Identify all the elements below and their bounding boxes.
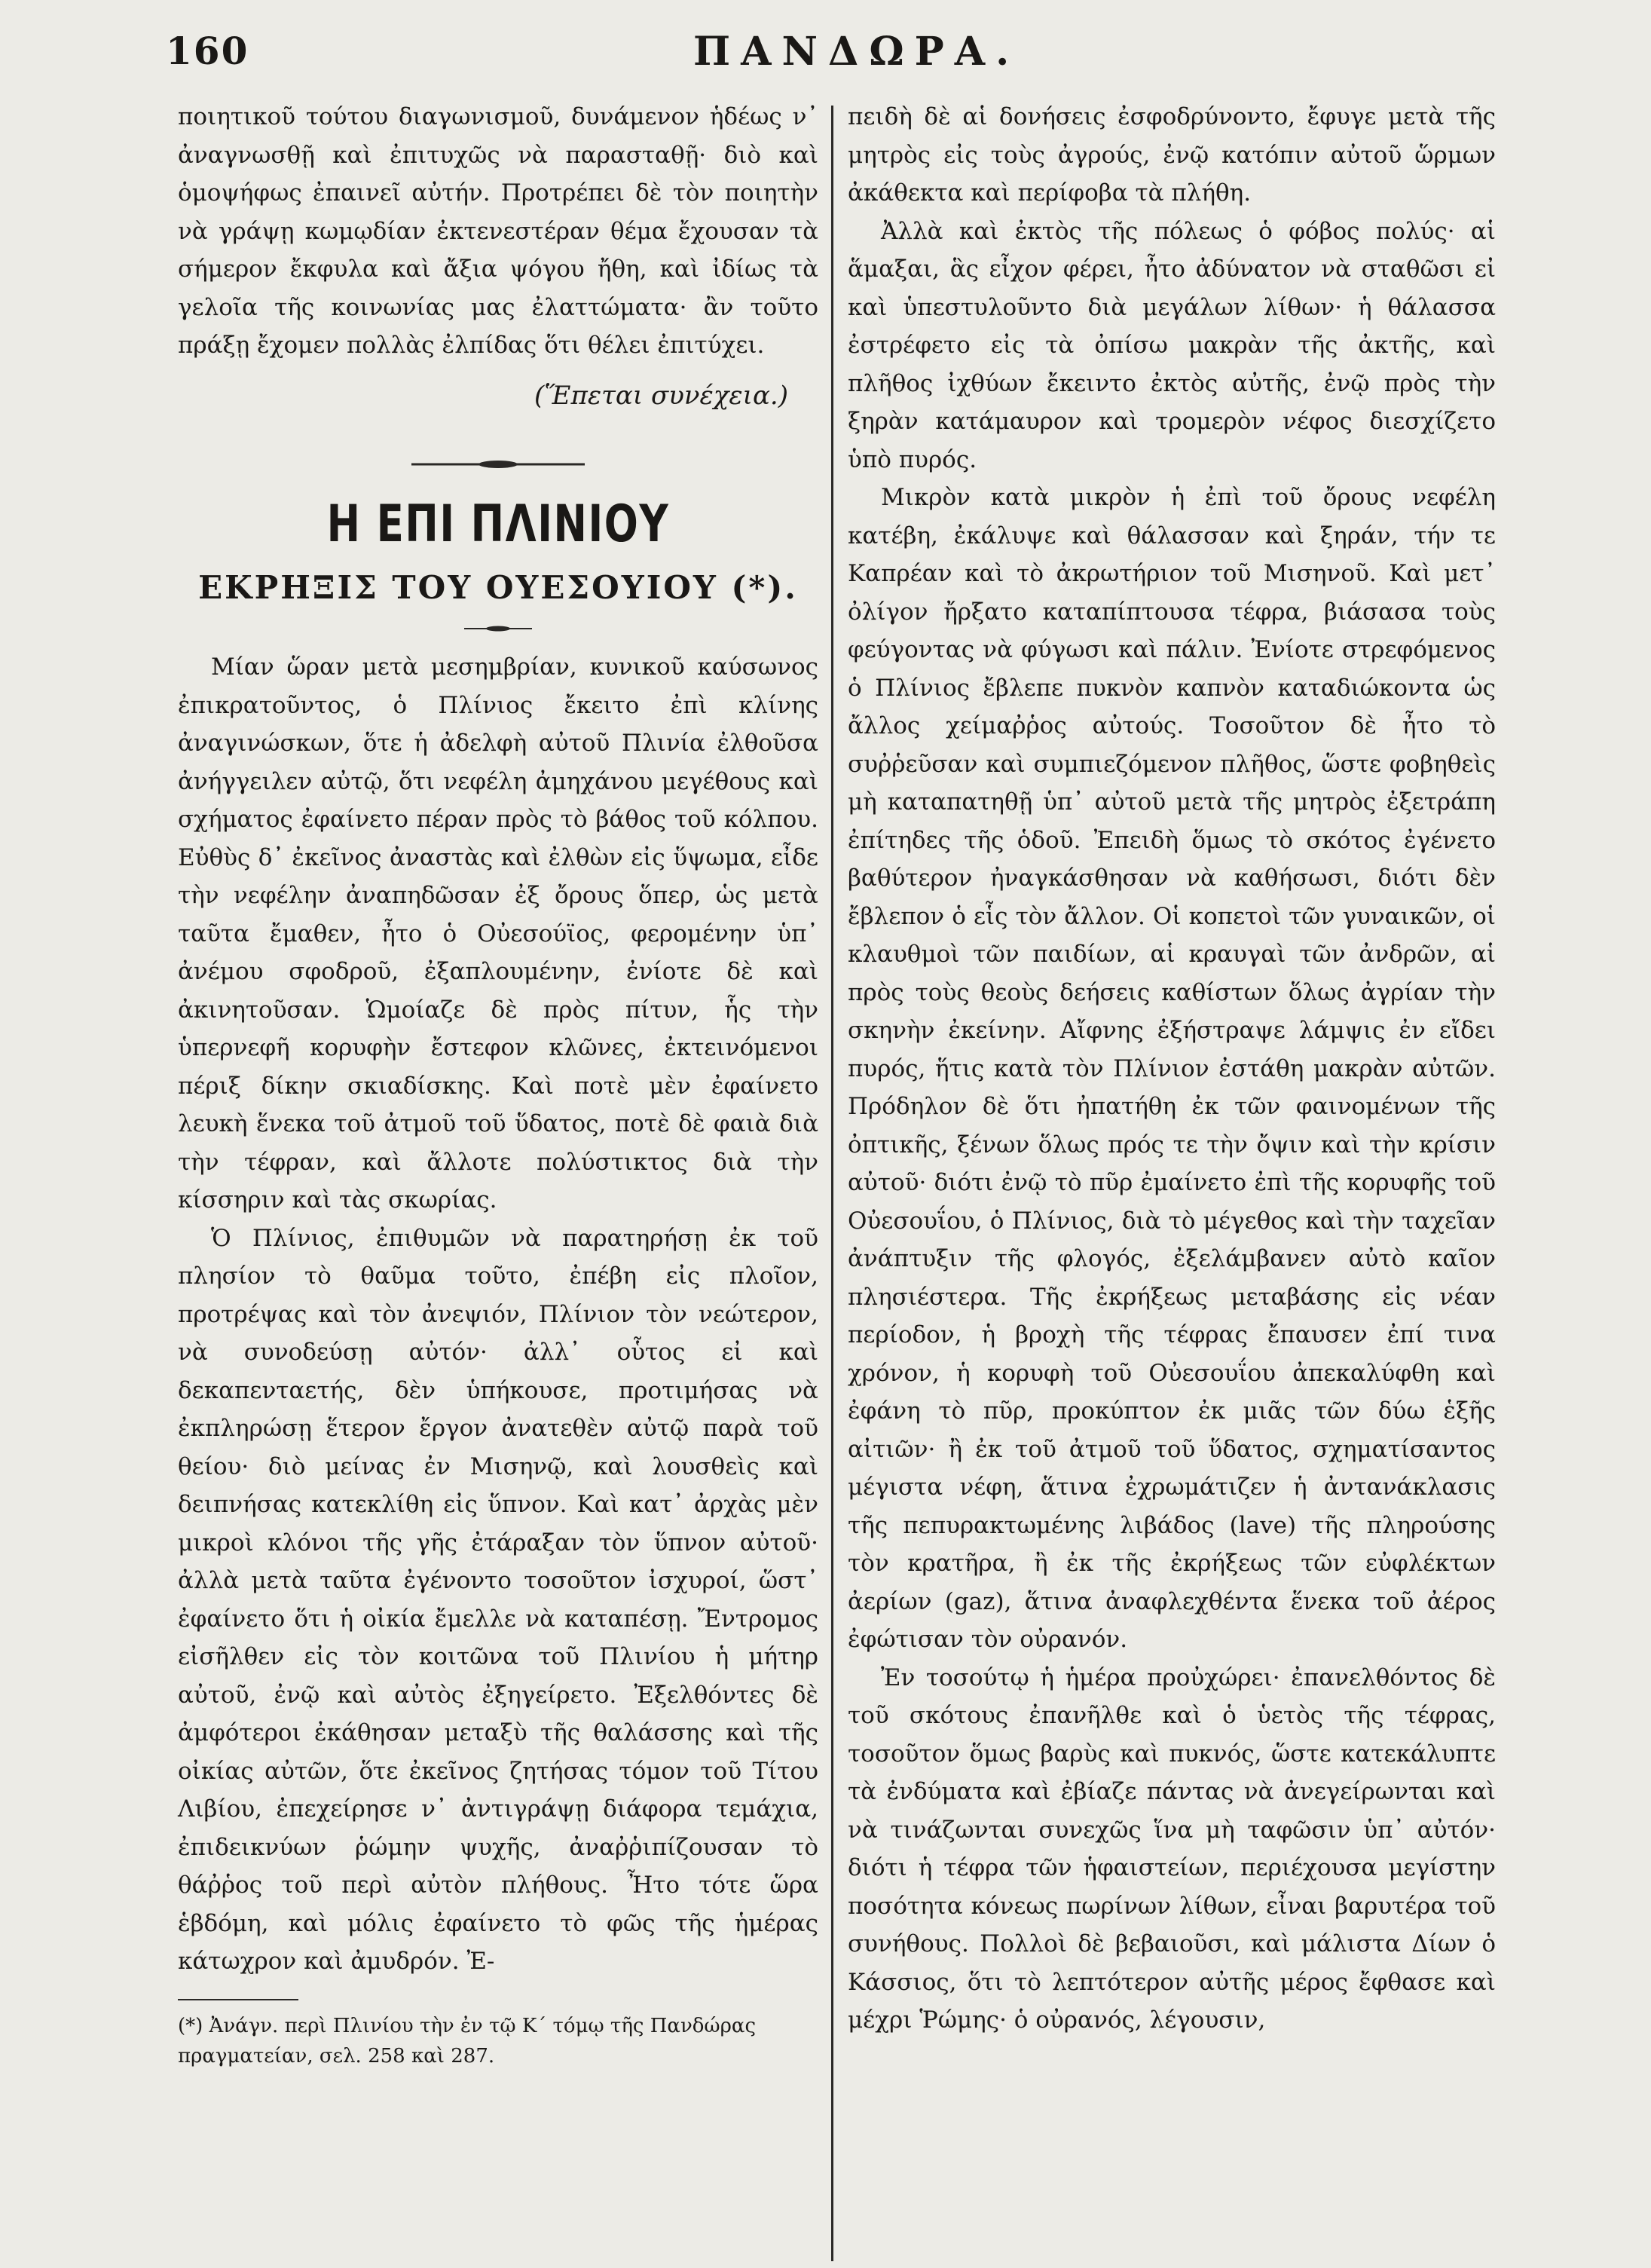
article-paragraph: Μικρὸν κατὰ μικρὸν ἡ ἐπὶ τοῦ ὄρους νεφέλη κατέβη, ἐκάλυψε καὶ θάλασσαν καὶ ξηράν, τήν τε Καπρέαν καὶ τὸ ἀκρωτήριον τοῦ Μισηνοῦ. Καὶ μετ᾽ ὀλίγον ἤρξατο καταπίπτουσα τέφρα, βιάσασα τοὺς φεύγοντας νὰ φύγωσι καὶ πάλιν. Ἐνίοτε στρεφόμενος ὁ Πλίνιος ἔβλεπε πυκνὸν καπνὸν καταδιώκοντα ὡς ἄλλος χείμαῤῥος αὐτούς. Τοσοῦτον δὲ ἦτο τὸ συῤῥεῦσαν καὶ συμπιεζόμενον πλῆθος, ὥστε φοβηθεὶς μὴ καταπατηθῇ ὑπ᾽ αὐτοῦ μετὰ τῆς μητρὸς ἐξετράπη ἐπίτηδες τῆς ὁδοῦ. Ἐπειδὴ ὅμως τὸ σκότος ἐγένετο βαθύτερον ἠναγκάσθησαν νὰ καθήσωσι, διότι δὲν ἔβλεπον ὁ εἷς τὸν ἄλλον. Οἱ κοπετοὶ τῶν γυναικῶν, οἱ κλαυθμοὶ τῶν παιδίων, αἱ κραυγαὶ τῶν ἀνδρῶν, αἱ πρὸς τοὺς θεοὺς δεήσεις καθίστων ὅλως ἀγρίαν τὴν σκηνὴν ἐκείνην. Αἴφνης ἐξήστραψε λάμψις ἐν εἴδει πυρός, ἥτις κατὰ τὸν Πλίνιον ἐστάθη μακρὰν αὐτῶν. Πρόδηλον δὲ ὅτι ἠπατήθη ἐκ τῶν φαινομένων τῆς ὀπτικῆς, ξένων ὅλως πρός τε τὴν ὄψιν καὶ τὴν κρίσιν αὐτοῦ· διότι ἐνῷ τὸ πῦρ ἐμαίνετο ἐπὶ τῆς κορυφῆς τοῦ Οὐεσουΐου, ὁ Πλίνιος, διὰ τὸ μέγεθος καὶ τὴν ταχεῖαν ἀνάπτυξιν τῆς φλογός, ἐξελάμβανεν αὐτὸ καῖον πλησιέστερα. Τῆς ἐκρήξεως μεταβάσης εἰς νέαν περίοδον, ἡ βροχὴ τῆς τέφρας ἔπαυσεν ἐπί τινα χρόνον, ἡ κορυφὴ τοῦ Οὐεσουΐου ἀπεκαλύφθη καὶ ἐφάνη τὸ πῦρ, προκύπτον ἐκ μιᾶς τῶν δύω ἑξῆς αἰτιῶν· ἢ ἐκ τοῦ ἀτμοῦ τοῦ ὕδατος, σχηματίσαντος μέγιστα νέφη, ἅτινα ἐχρωμάτιζεν ἡ ἀντανάκλασις τῆς πεπυρακτωμένης λιβάδος (lave) τῆς πληρούσης τὸν κρατῆρα, ἢ ἐκ τῆς ἐκρήξεως τῶν εὐφλέκτων ἀερίων (gaz), ἅτινα ἀναφλεχθέντα ἕνεκα τοῦ ἀέρος ἐφώτισαν τὸν οὐρανόν. [848, 484, 1496, 1653]
footnote-rule [178, 1999, 298, 2000]
article-paragraph: Ἀλλὰ καὶ ἐκτὸς τῆς πόλεως ὁ φόβος πολύς· αἱ ἅμαξαι, ἃς εἶχον φέρει, ἦτο ἀδύνατον νὰ σταθῶσι εἰ καὶ ὑπεστυλοῦντο διὰ μεγάλων λίθων· ἡ θάλασσα ἐστρέφετο εἰς τὰ ὀπίσω μακρὰν τῆς ἀκτῆς, καὶ πλῆθος ἰχθύων ἔκειντο ἐκτὸς αὐτῆς, ἐνῷ πρὸς τὴν ξηρὰν κατάμαυρον καὶ τρομερὸν νέφος διεσχίζετο ὑπὸ πυρός. [848, 217, 1496, 473]
page-number: 160 [166, 29, 249, 73]
to-be-continued-note: (Ἕπεται συνέχεια.) [534, 380, 788, 411]
section-divider-ornament [411, 457, 585, 472]
article-subtitle: ΕΚΡΗΞΙΣ ΤΟΥ ΟΥΕΣΟΥΙΟΥ (*). [198, 569, 798, 606]
article-paragraph: Μίαν ὥραν μετὰ μεσημβρίαν, κυνικοῦ καύσωνος ἐπικρατοῦντος, ὁ Πλίνιος ἔκειτο ἐπὶ κλίνης ἀναγινώσκων, ὅτε ἡ ἀδελφὴ αὐτοῦ Πλινία ἐλθοῦσα ἀνήγγειλεν αὐτῷ, ὅτι νεφέλη ἀμηχάνου μεγέθους καὶ σχήματος ἐφαίνετο πέραν πρὸς τὸ βάθος τοῦ κόλπου. Εὐθὺς δ᾽ ἐκεῖνος ἀναστὰς καὶ ἐλθὼν εἰς ὕψωμα, εἶδε τὴν νεφέλην ἀναπηδῶσαν ἐξ ὄρους ὅπερ, ὡς μετὰ ταῦτα ἔμαθεν, ἦτο ὁ Οὐεσούϊος, φερομένην ὑπ᾽ ἀνέμου σφοδροῦ, ἐξαπλουμένην, ἐνίοτε δὲ καὶ ἀκινητοῦσαν. Ὡμοίαζε δὲ πρὸς πίτυν, ἧς τὴν ὑπερνεφῆ κορυφὴν ἔστεφον κλῶνες, ἐκτεινόμενοι πέριξ δίκην σκιαδίσκης. Καὶ ποτὲ μὲν ἐφαίνετο λευκὴ ἕνεκα τοῦ ἀτμοῦ τοῦ ὕδατος, ποτὲ δὲ φαιὰ διὰ τὴν τέφραν, καὶ ἄλλοτε πολύστικτος διὰ τὴν κίσσηριν καὶ τὰς σκωρίας. [178, 653, 818, 1214]
article-paragraph: πειδὴ δὲ αἱ δονήσεις ἐσφοδρύνοντο, ἔφυγε μετὰ τῆς μητρὸς εἰς τοὺς ἀγρούς, ἐνῷ κατόπιν αὐτοῦ ὥρμων ἀκάθεκτα καὶ περίφοβα τὰ πλήθη. [848, 103, 1496, 207]
right-column [848, 98, 1496, 2040]
left-column [178, 98, 818, 2071]
article-paragraph: Ὁ Πλίνιος, ἐπιθυμῶν νὰ παρατηρήσῃ ἐκ τοῦ πλησίον τὸ θαῦμα τοῦτο, ἐπέβη εἰς πλοῖον, προτρέψας καὶ τὸν ἀνεψιόν, Πλίνιον τὸν νεώτερον, νὰ συνοδεύσῃ αὐτόν· ἀλλ᾽ οὗτος εἰ καὶ δεκαπενταετής, δὲν ὑπήκουσε, προτιμήσας νὰ ἐκπληρώσῃ ἕτερον ἔργον ἀνατεθὲν αὐτῷ παρὰ τοῦ θείου· διὸ μείνας ἐν Μισηνῷ, καὶ λουσθεὶς καὶ δειπνήσας κατεκλίθη εἰς ὕπνον. Καὶ κατ᾽ ἀρχὰς μὲν μικροὶ κλόνοι τῆς γῆς ἐτάραξαν τὸν ὕπνον αὐτοῦ· ἀλλὰ μετὰ ταῦτα ἐγένοντο τοσοῦτον ἰσχυροί, ὥστ᾽ ἐφαίνετο ὅτι ἡ οἰκία ἔμελλε νὰ καταπέσῃ. Ἔντρομος εἰσῆλθεν εἰς τὸν κοιτῶνα τοῦ Πλινίου ἡ μήτηρ αὐτοῦ, ἐνῷ καὶ αὐτὸς ἐξηγείρετο. Ἐξελθόντες δὲ ἀμφότεροι ἐκάθησαν μεταξὺ τῆς θαλάσσης καὶ τῆς οἰκίας αὐτῶν, ὅτε ἐκεῖνος ζητήσας τόμον τοῦ Τίτου Λιβίου, ἐπεχείρησε ν᾽ ἀντιγράψῃ διάφορα τεμάχια, ἐπιδεικνύων ῥώμην ψυχῆς, ἀναῤῥιπίζουσαν τὸ θάῤῥος τοῦ περὶ αὐτὸν πλήθους. Ἦτο τότε ὥρα ἑβδόμη, καὶ μόλις ἐφαίνετο τὸ φῶς τῆς ἡμέρας κάτωχρον καὶ ἀμυδρόν. Ἐ- [178, 1224, 818, 1975]
column-divider [831, 106, 833, 2261]
page-header [166, 21, 1537, 81]
intro-paragraph: ποιητικοῦ τούτου διαγωνισμοῦ, δυνάμενον ἡδέως ν᾽ ἀναγνωσθῇ καὶ ἐπιτυχῶς νὰ παρασταθῇ· διὸ καὶ ὁμοψήφως ἐπαινεῖ αὐτήν. Προτρέπει δὲ τὸν ποιητὴν νὰ γράψῃ κωμῳδίαν ἐκτενεστέραν θέμα ἔχουσαν τὰ σήμερον ἔκφυλα καὶ ἄξια ψόγου ἤθη, καὶ ἰδίως τὰ γελοῖα τῆς κοινωνίας μας ἐλαττώματα· ἂν τοῦτο πράξῃ ἔχομεν πολλὰς ἐλπίδας ὅτι θέλει ἐπιτύχει. [178, 103, 818, 359]
footnote: (*) Ἀνάγν. περὶ Πλινίου τὴν ἐν τῷ Κ΄ τόμῳ τῆς Πανδώρας πραγματείαν, σελ. 258 καὶ 287. [178, 2014, 757, 2068]
article-paragraph: Ἐν τοσούτῳ ἡ ἡμέρα προὐχώρει· ἐπανελθόντος δὲ τοῦ σκότους ἐπανῆλθε καὶ ὁ ὑετὸς τῆς τέφρας, τοσοῦτον ὅμως βαρὺς καὶ πυκνός, ὥστε κατεκάλυπτε τὰ ἐνδύματα καὶ ἐβίαζε πάντας νὰ ἀνεγείρωνται καὶ νὰ τινάζωνται συνεχῶς ἵνα μὴ ταφῶσιν ὑπ᾽ αὐτόν· διότι ἡ τέφρα τῶν ἡφαιστείων, περιέχουσα μεγίστην ποσότητα κόνεως πωρίνων λίθων, εἶναι βαρυτέρα τοῦ συνήθους. Πολλοὶ δὲ βεβαιοῦσι, καὶ μάλιστα Δίων ὁ Κάσσιος, ὅτι τὸ λεπτότερον αὐτῆς μέρος ἔφθασε καὶ μέχρι Ῥώμης· ὁ οὐρανός, λέγουσιν, [848, 1664, 1496, 2034]
article-title: Η ΕΠΙ ΠΛΙΝΙΟΥ [326, 494, 670, 554]
journal-title: ΠΑΝΔΩΡΑ. [693, 29, 1020, 75]
title-ornament [464, 624, 532, 633]
